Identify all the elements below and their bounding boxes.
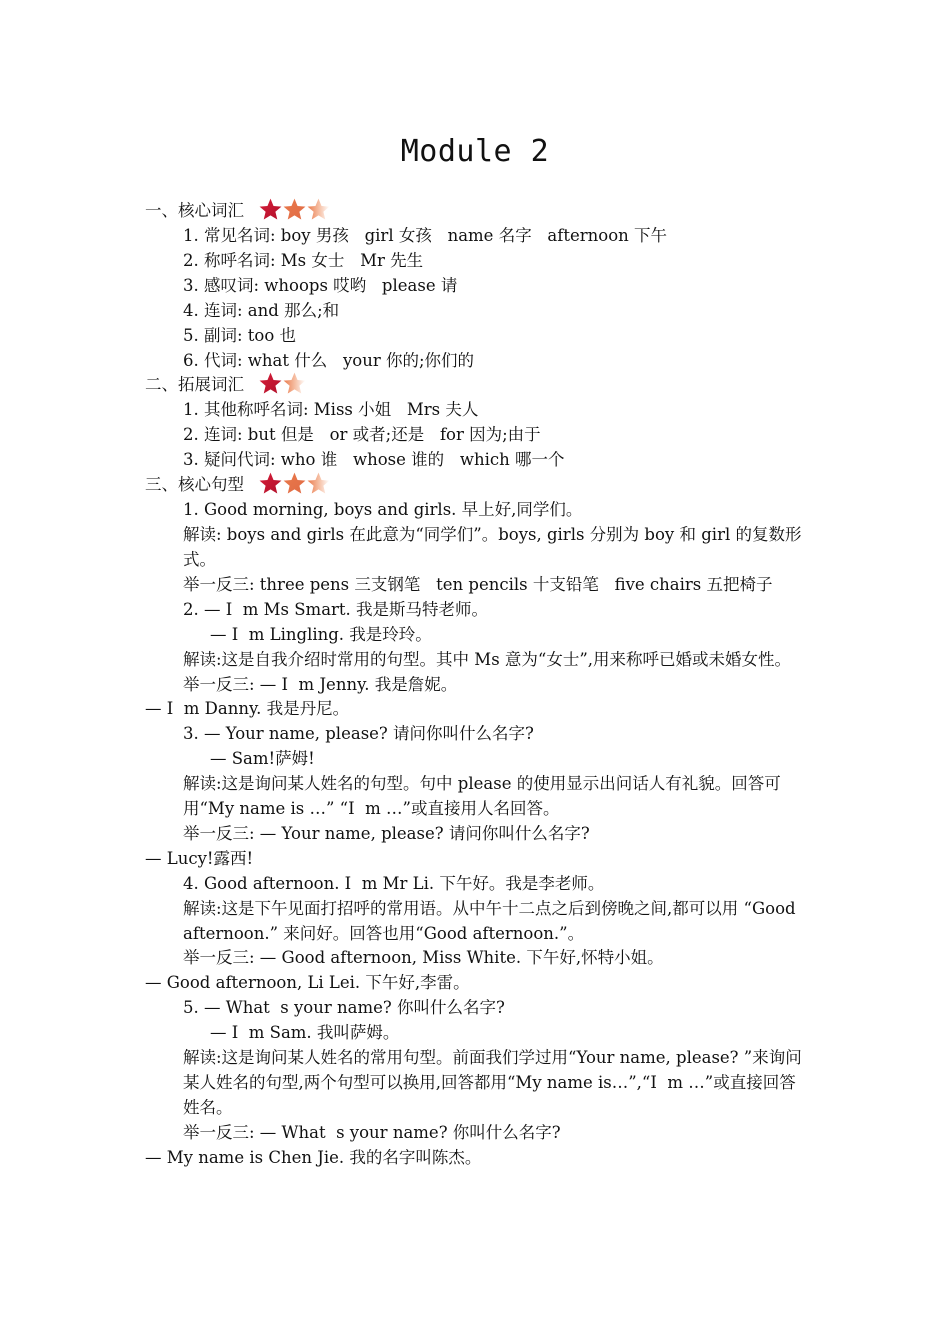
vocab-line: 1. 常见名词: boy 男孩 girl 女孩 name 名字 afternoon 下午 <box>183 226 668 245</box>
vocab-line: 3. 感叹词: whoops 哎哟 please 请 <box>183 275 458 295</box>
section-heading-core-vocab <box>145 199 810 224</box>
explanation-paragraph: 解读:这是自我介绍时常用的句型。其中 Ms 意为“女士”,用来称呼已婚或未婚女性。 <box>183 649 792 669</box>
star-rating <box>258 197 330 222</box>
example-line: — My name is Chen Jie. 我的名字叫陈杰。 <box>145 1147 482 1167</box>
sentence-line: 3. — Your name, please? 请问你叫什么名字? <box>183 724 534 744</box>
sentence-line: 4. Good afternoon. I m Mr Li. 下午好。我是李老师。 <box>183 873 605 893</box>
example-line: 举一反三: — What s your name? 你叫什么名字? <box>183 1122 561 1142</box>
sentence-line: 5. — What s your name? 你叫什么名字? <box>183 998 505 1018</box>
vocab-line: 5. 副词: too 也 <box>183 325 297 345</box>
vocab-line: 2. 连词: but 但是 or 或者;还是 for 因为;由于 <box>183 425 541 445</box>
section-heading-core-pattern <box>145 473 810 498</box>
page-title: Module 2 <box>400 134 550 169</box>
star-icon <box>282 197 307 222</box>
vocab-line: 4. 连词: and 那么;和 <box>183 300 340 320</box>
sentence-line: 2. — I m Ms Smart. 我是斯马特老师。 <box>183 599 489 619</box>
sentence-line: — I m Sam. 我叫萨姆。 <box>210 1023 400 1043</box>
section-label: 二、拓展词汇 <box>145 375 244 395</box>
star-icon <box>258 471 283 496</box>
example-line: — Good afternoon, Li Lei. 下午好,李雷。 <box>145 973 470 993</box>
star-rating <box>258 371 306 396</box>
example-line: — I m Danny. 我是丹尼。 <box>145 699 350 719</box>
example-paragraph: 举一反三: three pens 三支钢笔 ten pencils 十支铅笔 five chairs 五把椅子 <box>183 574 773 594</box>
example-line: 举一反三: — Your name, please? 请问你叫什么名字? <box>183 823 590 843</box>
star-icon <box>306 471 331 496</box>
example-line: 举一反三: — Good afternoon, Miss White. 下午好,怀特小姐。 <box>183 948 664 968</box>
star-icon <box>306 197 331 222</box>
sentence-line: — Sam!萨姆! <box>210 749 315 769</box>
sentence-line: 1. Good morning, boys and girls. 早上好,同学们。 <box>183 500 583 520</box>
star-icon <box>258 371 283 396</box>
section-heading-ext-vocab <box>145 373 810 398</box>
section-label: 三、核心句型 <box>145 475 244 495</box>
vocab-line: 1. 其他称呼名词: Miss 小姐 Mrs 夫人 <box>183 400 479 420</box>
explanation-paragraph: 解读:这是询问某人姓名的句型。句中 please 的使用显示出问话人有礼貌。回答可用“My name is …” “I m …”或直接用人名回答。 <box>183 774 781 819</box>
vocab-line: 2. 称呼名词: Ms 女士 Mr 先生 <box>183 250 424 270</box>
example-line: 举一反三: — I m Jenny. 我是詹妮。 <box>183 674 458 694</box>
star-icon <box>258 197 283 222</box>
section-label: 一、核心词汇 <box>145 201 244 221</box>
explanation-paragraph: 解读:这是下午见面打招呼的常用语。从中午十二点之后到傍晚之间,都可以用 “Good afternoon.” 来问好。回答也用“Good afternoon.”。 <box>183 898 801 943</box>
star-icon <box>282 471 307 496</box>
explanation-paragraph: 解读:这是询问某人姓名的常用句型。前面我们学过用“Your name, please? ”来询问某人姓名的句型,两个句型可以换用,回答都用“My name is…”,“I m …”或直接回答姓名。 <box>183 1048 802 1117</box>
vocab-line: 3. 疑问代词: who 谁 whose 谁的 which 哪一个 <box>183 450 565 470</box>
vocab-line: 6. 代词: what 什么 your 你的;你们的 <box>183 350 475 370</box>
star-rating <box>258 471 330 496</box>
star-icon <box>282 371 307 396</box>
explanation-paragraph: 解读: boys and girls 在此意为“同学们”。boys, girls 分别为 boy 和 girl 的复数形式。 <box>183 525 802 569</box>
document-body <box>145 199 810 1171</box>
example-line: — Lucy!露西! <box>145 848 254 868</box>
sentence-line: — I m Lingling. 我是玲玲。 <box>210 624 432 644</box>
